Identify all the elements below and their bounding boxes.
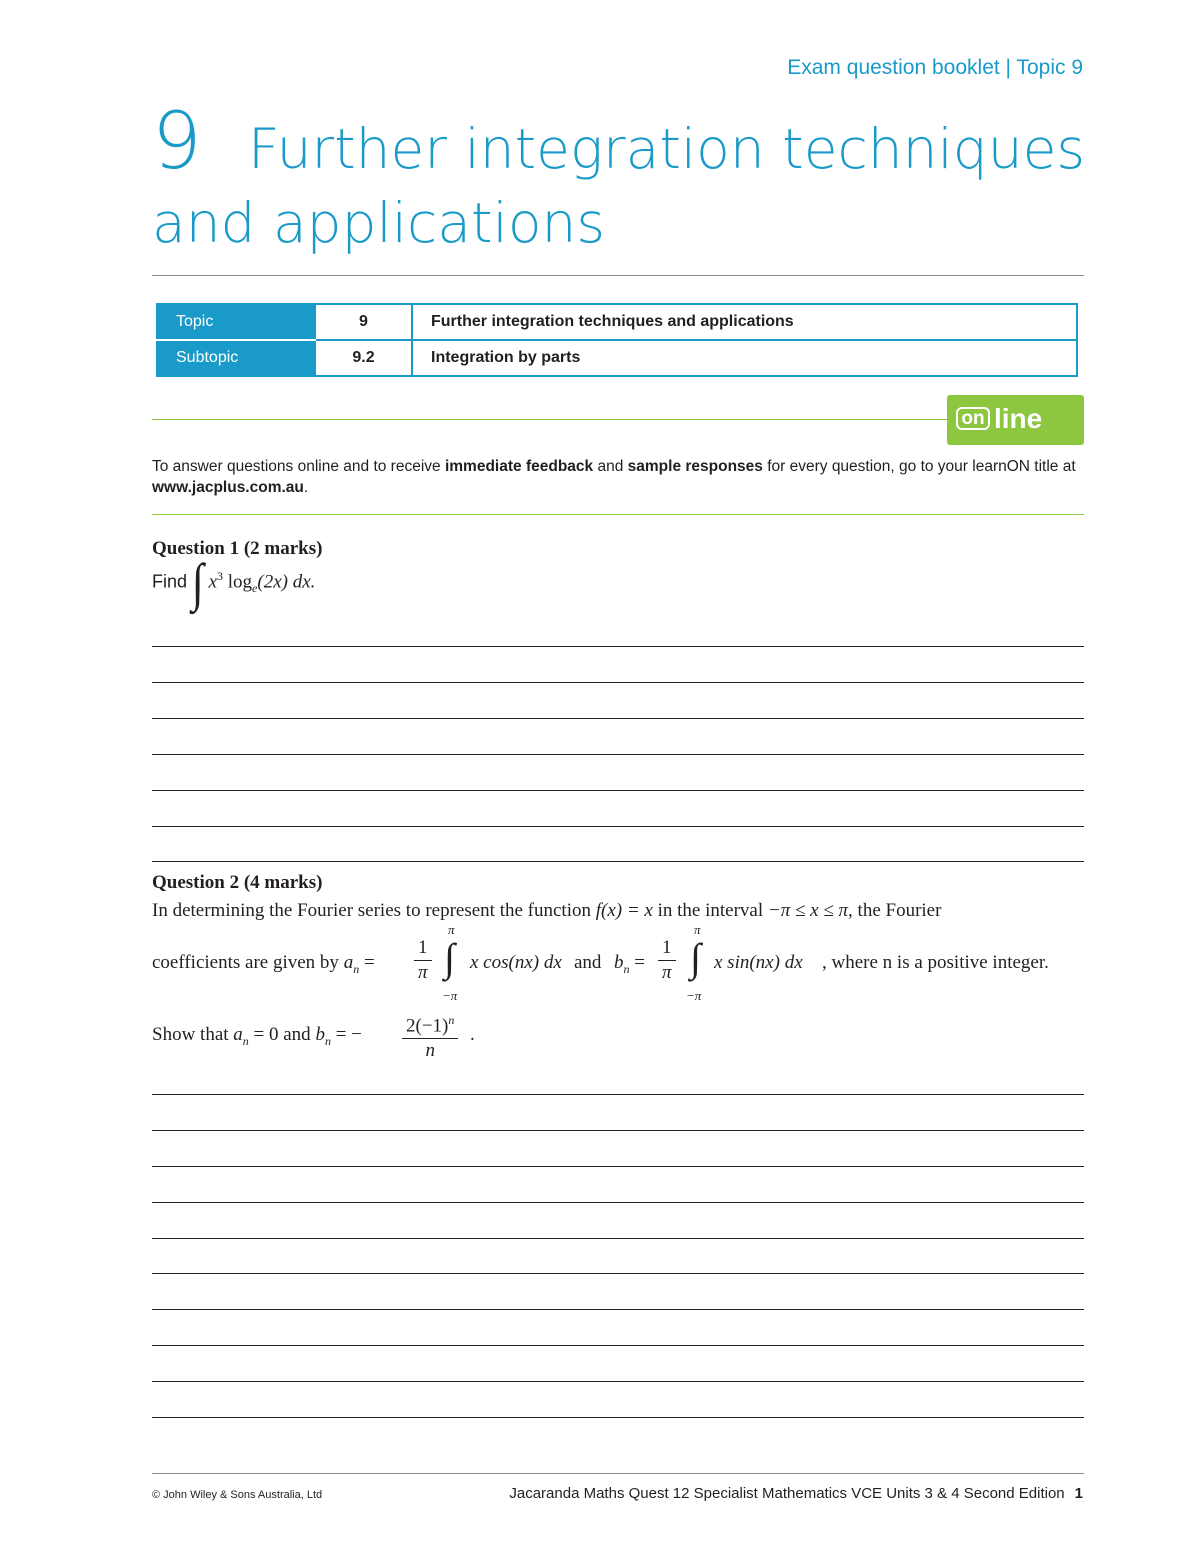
integral-sign: ∫ — [191, 553, 204, 612]
topic-text-cell: Further integration techniques and applications — [412, 304, 1077, 340]
subtopic-number-cell: 9.2 — [315, 340, 412, 376]
online-badge-on: on — [956, 407, 990, 430]
jacplus-link[interactable]: www.jacplus.com.au — [152, 479, 304, 496]
answer-line[interactable] — [152, 646, 1084, 647]
answer-line[interactable] — [152, 718, 1084, 719]
footer-copyright: © John Wiley & Sons Australia, Ltd — [152, 1489, 323, 1501]
answer-line[interactable] — [152, 1345, 1084, 1346]
question-2-title: Question 2 (4 marks) — [152, 872, 323, 893]
subtopic-label-cell: Subtopic — [157, 340, 315, 376]
chapter-title — [152, 97, 1086, 265]
page-number: 1 — [1074, 1485, 1083, 1502]
answer-line[interactable] — [152, 1238, 1084, 1239]
title-divider — [152, 275, 1084, 276]
footer-book-title: Jacaranda Maths Quest 12 Specialist Mathematics VCE Units 3 & 4 Second Edition 1 — [509, 1485, 1083, 1502]
question-1-body: Find ∫ $x^3$ $\log_e(2x)$ dx. — [152, 553, 316, 612]
chapter-number: 9 — [152, 97, 202, 187]
answer-line[interactable] — [152, 1417, 1084, 1418]
table-row — [157, 340, 1077, 376]
bn-result-fraction: $\frac{2(-1)^n}{n}$ — [402, 1008, 458, 1063]
question-2-line2: coefficients are given by $a_n$ = $\frac{1}{\pi}$ π ∫ −π x cos(nx) dx and $b_n$ = $\frac{1}{\pi}$ π ∫ −π x sin(nx) dx , where n is a positive integer. — [152, 922, 1049, 1003]
intro-bold-responses: sample responses — [627, 458, 763, 475]
online-divider — [152, 419, 952, 420]
online-only-badge — [947, 395, 1097, 445]
online-badge-line: line — [994, 403, 1043, 434]
an-fraction: $\frac{1}{\pi}$ — [414, 936, 432, 985]
chapter-title-line1: Further integration techniques — [248, 117, 1086, 181]
question-1-find: Find — [152, 571, 188, 592]
chapter-title-line2: and applications — [152, 191, 605, 255]
answer-line[interactable] — [152, 1202, 1084, 1203]
answer-line[interactable] — [152, 1381, 1084, 1382]
topic-label-cell: Topic — [157, 304, 315, 340]
bn-upper-limit: π — [694, 922, 701, 937]
booklet-label: Exam question booklet | Topic 9 — [787, 56, 1083, 79]
bn-integral-sign: ∫ — [690, 935, 701, 980]
subtopic-text-cell: Integration by parts — [412, 340, 1077, 376]
topic-table — [156, 303, 1078, 377]
table-row — [157, 304, 1077, 340]
online-badge-only: only — [1082, 417, 1097, 444]
question-2-line1: In determining the Fourier series to represent the function f(x) = x in the interval −π ≤ x ≤ π, the Fourier — [152, 900, 942, 921]
answer-line[interactable] — [152, 861, 1084, 862]
intro-divider — [152, 514, 1084, 515]
footer-divider — [152, 1473, 1084, 1474]
an-lower-limit: −π — [442, 988, 458, 1003]
an-integral-sign: ∫ — [444, 935, 455, 980]
bn-lower-limit: −π — [686, 988, 702, 1003]
bn-fraction: $\frac{1}{\pi}$ — [658, 936, 676, 985]
intro-bold-feedback: immediate feedback — [444, 458, 594, 475]
question-1-title: Question 1 (2 marks) — [152, 538, 323, 559]
answer-line[interactable] — [152, 790, 1084, 791]
an-upper-limit: π — [448, 922, 455, 937]
answer-line[interactable] — [152, 1130, 1084, 1131]
answer-line[interactable] — [152, 1166, 1084, 1167]
answer-line[interactable] — [152, 682, 1084, 683]
answer-line[interactable] — [152, 754, 1084, 755]
question-2-show-that: Show that $a_n = 0$ and $b_n$ = − $\frac{2(-1)^n}{n}$ . — [152, 1008, 552, 1068]
topic-number-cell: 9 — [315, 304, 412, 340]
answer-line[interactable] — [152, 1094, 1084, 1095]
answer-line[interactable] — [152, 1273, 1084, 1274]
answer-line[interactable] — [152, 826, 1084, 827]
answer-line[interactable] — [152, 1309, 1084, 1310]
intro-text: To answer questions online and to receive immediate feedback and sample responses for every question, go to your learnON title at www.jacplus.com.au. — [152, 458, 1076, 496]
